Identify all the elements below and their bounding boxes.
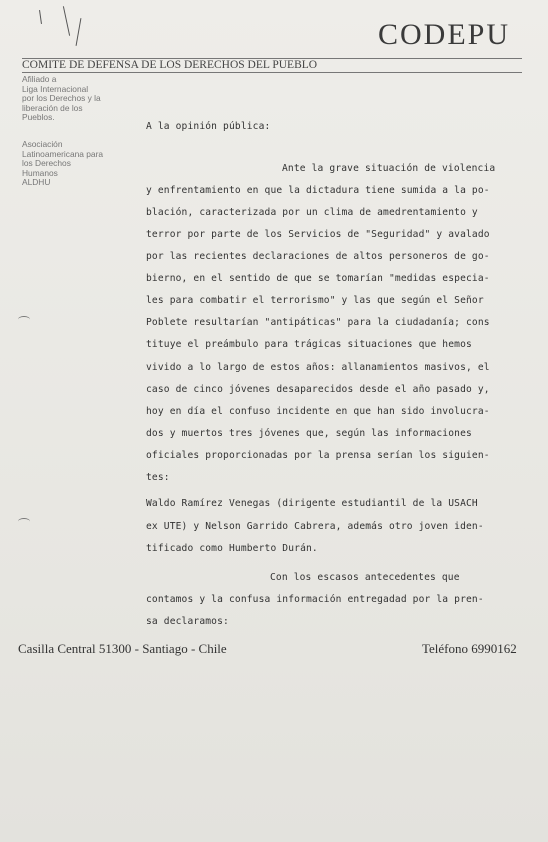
affiliation-block-1 xyxy=(22,75,127,123)
paragraph-line: tificado como Humberto Durán. xyxy=(146,543,318,554)
paragraph-line: y enfrentamiento en que la dictadura tiene sumida a la po- xyxy=(146,185,490,196)
ink-mark xyxy=(63,6,70,36)
affiliation-line: Pueblos. xyxy=(22,112,55,123)
paragraph-line: por las recientes declaraciones de altos personeros de go- xyxy=(146,251,490,262)
affiliation-line: liberación de los xyxy=(22,102,83,113)
footer-phone: Teléfono 6990162 xyxy=(422,641,517,656)
affiliation-line: Afiliado a xyxy=(22,74,57,84)
affiliation-line: Latinoamericana para xyxy=(22,148,104,159)
paragraph-line: Ante la grave situación de violencia xyxy=(282,163,496,174)
affiliation-line: los Derechos xyxy=(22,158,71,169)
brand-logo-text: CODEPU xyxy=(378,18,511,51)
paragraph-line: contamos y la confusa información entregadad por la pren- xyxy=(146,594,484,605)
affiliation-line: por los Derechos y la xyxy=(22,93,101,104)
paragraph-line: Poblete resultarían "antipáticas" para la ciudadanía; cons xyxy=(146,317,490,328)
affiliation-line: Humanos xyxy=(22,167,58,178)
paragraph-line: ex UTE) y Nelson Garrido Cabrera, además otro joven iden- xyxy=(146,521,484,532)
paragraph-line: tituye el preámbulo para trágicas situaciones que hemos xyxy=(146,339,472,350)
paragraph-line: blación, caracterizada por un clima de amedrentamiento y xyxy=(146,207,478,218)
paragraph-line: Con los escasos antecedentes que xyxy=(270,572,460,583)
paragraph-line: caso de cinco jóvenes desaparecidos desde el año pasado y, xyxy=(146,384,490,395)
paragraph-line: vivido a lo largo de estos años: allanamientos masivos, el xyxy=(146,362,490,373)
punch-hole-mark xyxy=(18,316,30,323)
ink-mark xyxy=(76,18,82,46)
paragraph-line: tes: xyxy=(146,472,170,483)
paragraph-line: oficiales proporcionadas por la prensa serían los siguien- xyxy=(146,450,490,461)
paragraph-line: Waldo Ramírez Venegas (dirigente estudiantil de la USACH xyxy=(146,498,478,509)
affiliation-block-2 xyxy=(22,140,127,188)
paragraph-line: hoy en día el confuso incidente en que han sido involucra- xyxy=(146,406,490,417)
punch-hole-mark xyxy=(18,518,30,525)
paragraph-line: terror por parte de los Servicios de "Seguridad" y avalado xyxy=(146,229,490,240)
footer-address: Casilla Central 51300 - Santiago - Chile xyxy=(18,641,227,656)
paragraph-line: sa declaramos: xyxy=(146,616,229,627)
paragraph-line: dos y muertos tres jóvenes que, según las informaciones xyxy=(146,428,472,439)
salutation: A la opinión pública: xyxy=(146,121,271,132)
affiliation-line: ALDHU xyxy=(22,177,51,188)
paragraph-line: bierno, en el sentido de que se tomarían "medidas especia- xyxy=(146,273,490,284)
affiliation-line: Liga Internacional xyxy=(22,83,89,94)
paragraph-line: les para combatir el terrorismo" y las que según el Señor xyxy=(146,295,484,306)
ink-mark xyxy=(39,10,42,24)
organization-name: COMITE DE DEFENSA DE LOS DERECHOS DEL PUEBLO xyxy=(22,58,522,73)
affiliation-line: Asociación xyxy=(22,139,63,149)
